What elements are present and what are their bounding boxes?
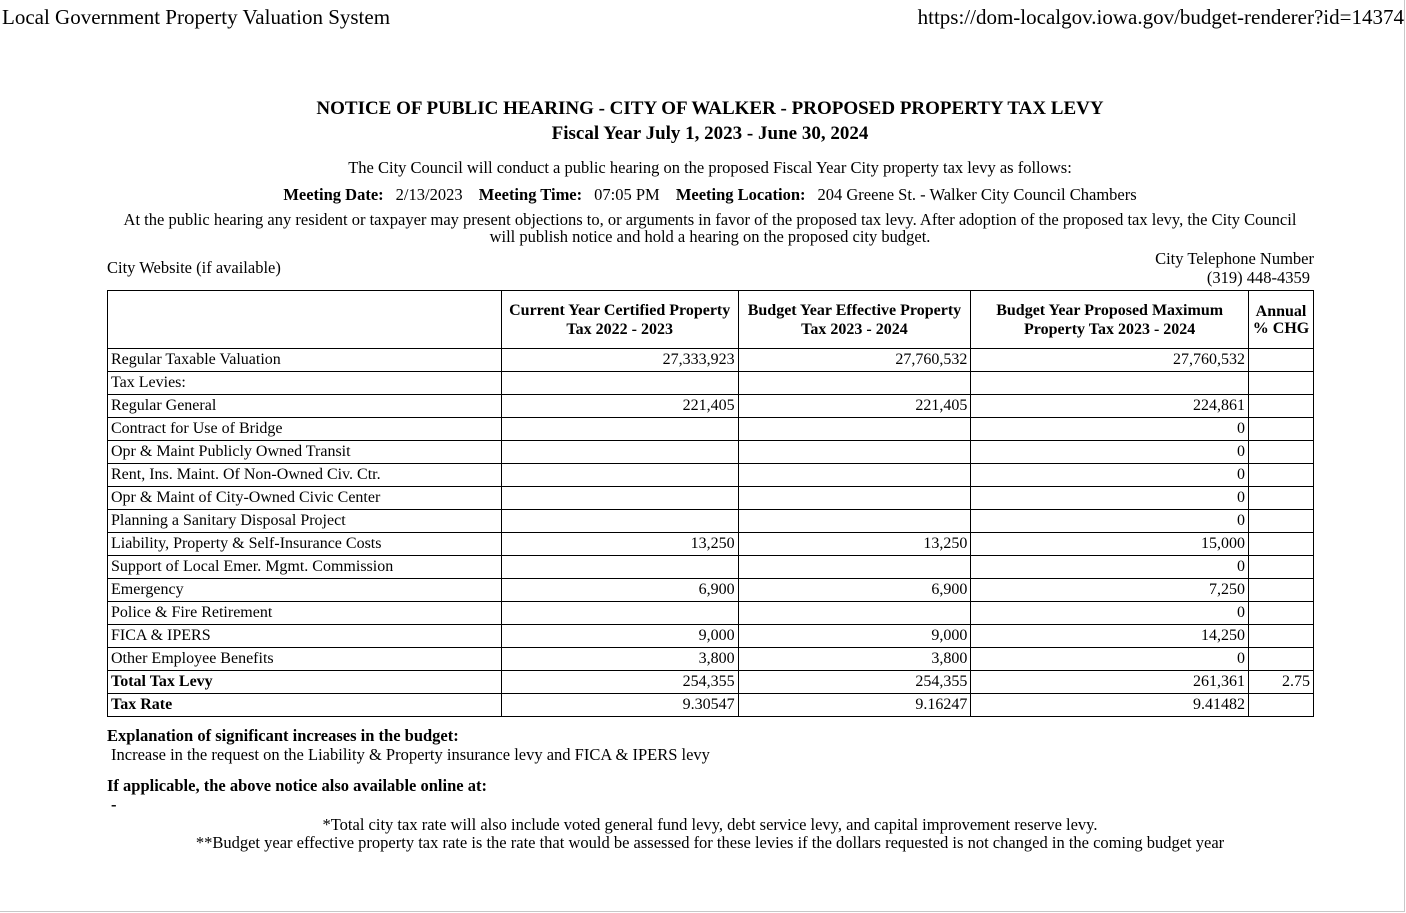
row-label: Tax Rate: [108, 694, 502, 717]
row-label: Total Tax Levy: [108, 671, 502, 694]
effective-value: [738, 510, 971, 533]
proposed-value: 0: [971, 418, 1249, 441]
current-value: 27,333,923: [501, 349, 738, 372]
footnote-2: **Budget year effective property tax rate is the rate that would be assessed for these levies if the dollars requested is not changed in the coming budget year: [195, 833, 1225, 852]
current-value: [501, 418, 738, 441]
proposed-value: 14,250: [971, 625, 1249, 648]
table-row: [108, 533, 1314, 556]
annual-chg-value: [1248, 579, 1313, 602]
explanation-text: Increase in the request on the Liability & Property insurance levy and FICA & IPERS levy: [111, 745, 710, 764]
effective-value: 6,900: [738, 579, 971, 602]
row-label: Opr & Maint of City-Owned Civic Center: [108, 487, 502, 510]
effective-value: [738, 372, 971, 395]
effective-value: [738, 487, 971, 510]
effective-value: 27,760,532: [738, 349, 971, 372]
proposed-value: [971, 372, 1249, 395]
page-url: https://dom-localgov.iowa.gov/budget-renderer?id=14374: [917, 5, 1404, 29]
proposed-value: 7,250: [971, 579, 1249, 602]
fiscal-year: Fiscal Year July 1, 2023 - June 30, 2024: [551, 123, 869, 144]
proposed-value: 0: [971, 441, 1249, 464]
row-label: Liability, Property & Self-Insurance Costs: [108, 533, 502, 556]
proposed-value: 0: [971, 648, 1249, 671]
meeting-date: 2/13/2023: [395, 185, 463, 204]
row-label: Police & Fire Retirement: [108, 602, 502, 625]
annual-chg-value: [1248, 418, 1313, 441]
row-label: Contract for Use of Bridge: [108, 418, 502, 441]
current-value: 254,355: [501, 671, 738, 694]
table-row: [108, 648, 1314, 671]
website-label: City Website (if available): [107, 258, 281, 277]
table-row: [108, 671, 1314, 694]
proposed-value: 0: [971, 510, 1249, 533]
col-header-annual-chg: Annual % CHG: [1248, 291, 1313, 349]
levy-table-body: [108, 349, 1314, 717]
row-label: Planning a Sanitary Disposal Project: [108, 510, 502, 533]
effective-value: 9.16247: [738, 694, 971, 717]
row-label: Emergency: [108, 579, 502, 602]
annual-chg-value: [1248, 395, 1313, 418]
annual-chg-value: [1248, 372, 1313, 395]
row-label: Support of Local Emer. Mgmt. Commission: [108, 556, 502, 579]
effective-value: 221,405: [738, 395, 971, 418]
col-header-effective: Budget Year Effective Property Tax 2023 - 2024: [738, 291, 971, 349]
effective-value: [738, 556, 971, 579]
levy-table: [107, 290, 1314, 717]
meeting-date-label: Meeting Date:: [283, 185, 384, 204]
meeting-info: [0, 185, 1406, 205]
phone-number: (319) 448-4359: [1206, 268, 1310, 287]
current-value: [501, 487, 738, 510]
table-row: [108, 556, 1314, 579]
row-label: Rent, Ins. Maint. Of Non-Owned Civ. Ctr.: [108, 464, 502, 487]
current-value: 3,800: [501, 648, 738, 671]
table-row: [108, 418, 1314, 441]
row-label: FICA & IPERS: [108, 625, 502, 648]
annual-chg-value: 2.75: [1248, 671, 1313, 694]
row-label: Tax Levies:: [108, 372, 502, 395]
row-label: Regular General: [108, 395, 502, 418]
effective-value: [738, 441, 971, 464]
meeting-location-label: Meeting Location:: [675, 185, 806, 204]
footnote-1: *Total city tax rate will also include voted general fund levy, debt service levy, and capital improvement reserve levy.: [322, 815, 1098, 834]
col-header-current: Current Year Certified Property Tax 2022 - 2023: [501, 291, 738, 349]
annual-chg-value: [1248, 349, 1313, 372]
proposed-value: 15,000: [971, 533, 1249, 556]
effective-value: [738, 464, 971, 487]
footnotes: [0, 816, 1406, 852]
meeting-location: 204 Greene St. - Walker City Council Chambers: [817, 185, 1137, 204]
notice-title: NOTICE OF PUBLIC HEARING - CITY OF WALKER - PROPOSED PROPERTY TAX LEVY: [316, 98, 1104, 119]
table-row: [108, 441, 1314, 464]
annual-chg-value: [1248, 510, 1313, 533]
col-header-label: [108, 291, 502, 349]
proposed-value: 224,861: [971, 395, 1249, 418]
meeting-time-label: Meeting Time:: [478, 185, 583, 204]
phone-label: City Telephone Number: [1155, 249, 1314, 268]
annual-chg-value: [1248, 625, 1313, 648]
current-value: [501, 372, 738, 395]
current-value: [501, 556, 738, 579]
proposed-value: 9.41482: [971, 694, 1249, 717]
phone-block: [1155, 249, 1314, 287]
table-row: [108, 464, 1314, 487]
current-value: 6,900: [501, 579, 738, 602]
proposed-value: 0: [971, 464, 1249, 487]
annual-chg-value: [1248, 441, 1313, 464]
row-label: Other Employee Benefits: [108, 648, 502, 671]
current-value: 9,000: [501, 625, 738, 648]
online-heading: If applicable, the above notice also available online at:: [107, 776, 487, 795]
notice-title-block: [0, 96, 1406, 146]
table-row: [108, 579, 1314, 602]
current-value: [501, 510, 738, 533]
proposed-value: 0: [971, 556, 1249, 579]
effective-value: [738, 602, 971, 625]
current-value: 13,250: [501, 533, 738, 556]
annual-chg-value: [1248, 464, 1313, 487]
annual-chg-value: [1248, 533, 1313, 556]
proposed-value: 0: [971, 602, 1249, 625]
current-value: 221,405: [501, 395, 738, 418]
online-link: -: [111, 795, 117, 814]
effective-value: 254,355: [738, 671, 971, 694]
table-row: [108, 372, 1314, 395]
app-title: Local Government Property Valuation System: [2, 5, 391, 29]
annual-chg-value: [1248, 602, 1313, 625]
effective-value: 3,800: [738, 648, 971, 671]
current-value: [501, 441, 738, 464]
intro-text: The City Council will conduct a public hearing on the proposed Fiscal Year City property tax levy as follows:: [348, 158, 1072, 177]
table-row: [108, 487, 1314, 510]
annual-chg-value: [1248, 487, 1313, 510]
hearing-text: At the public hearing any resident or taxpayer may present objections to, or arguments in favor of the proposed tax levy. After adoption of the proposed tax levy, the City Council will publish notice and hold a hearing on the proposed city budget.: [123, 210, 1297, 246]
annual-chg-value: [1248, 694, 1313, 717]
proposed-value: 0: [971, 487, 1249, 510]
table-row: [108, 510, 1314, 533]
current-value: 9.30547: [501, 694, 738, 717]
current-value: [501, 602, 738, 625]
table-header-row: [108, 291, 1314, 349]
effective-value: 9,000: [738, 625, 971, 648]
proposed-value: 261,361: [971, 671, 1249, 694]
annual-chg-value: [1248, 648, 1313, 671]
effective-value: 13,250: [738, 533, 971, 556]
table-row: [108, 349, 1314, 372]
annual-chg-value: [1248, 556, 1313, 579]
table-row: [108, 694, 1314, 717]
row-label: Opr & Maint Publicly Owned Transit: [108, 441, 502, 464]
proposed-value: 27,760,532: [971, 349, 1249, 372]
current-value: [501, 464, 738, 487]
table-row: [108, 395, 1314, 418]
meeting-time: 07:05 PM: [594, 185, 660, 204]
table-row: [108, 625, 1314, 648]
explanation-heading: Explanation of significant increases in the budget:: [107, 726, 459, 745]
effective-value: [738, 418, 971, 441]
row-label: Regular Taxable Valuation: [108, 349, 502, 372]
table-row: [108, 602, 1314, 625]
col-header-proposed: Budget Year Proposed Maximum Property Tax 2023 - 2024: [971, 291, 1249, 349]
